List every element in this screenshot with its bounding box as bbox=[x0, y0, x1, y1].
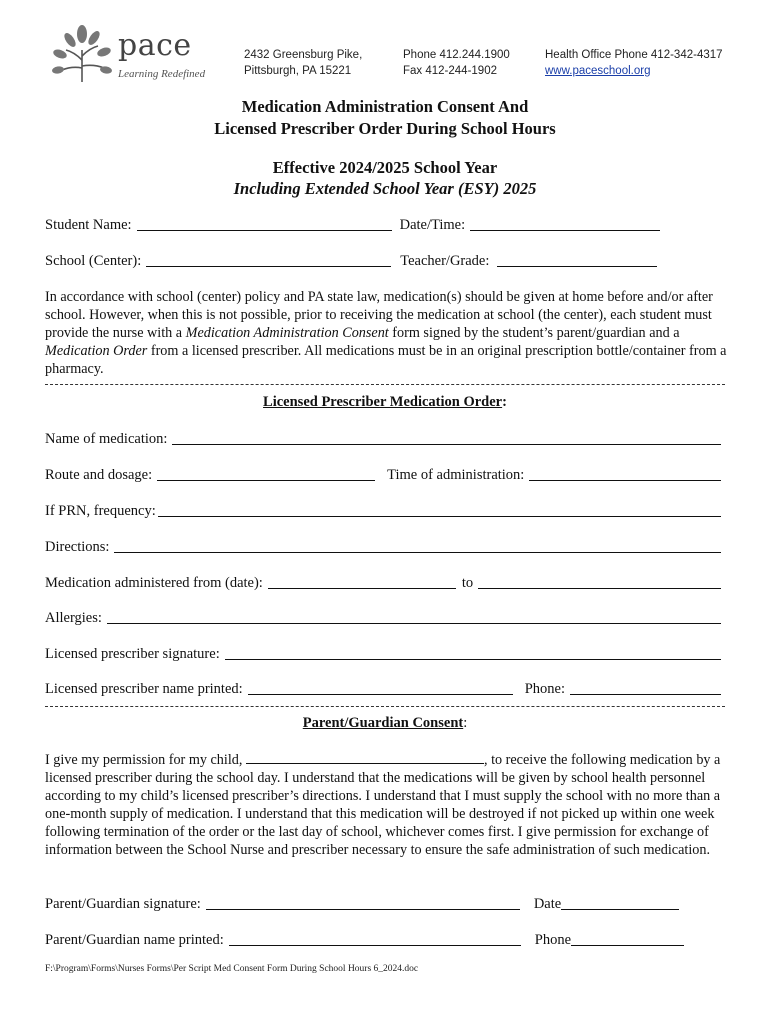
form-title bbox=[0, 96, 770, 140]
directions-row bbox=[45, 536, 725, 556]
date-time-field[interactable] bbox=[470, 216, 660, 231]
prn-field[interactable] bbox=[158, 502, 721, 517]
title-line-1: Medication Administration Consent And bbox=[241, 97, 529, 116]
admin-from-field[interactable] bbox=[268, 574, 456, 589]
guardian-signature-label: Parent/Guardian signature: bbox=[45, 896, 201, 912]
guardian-phone-field[interactable] bbox=[571, 931, 684, 946]
logo-wordmark: pace bbox=[118, 28, 192, 63]
prescriber-heading-colon: : bbox=[502, 394, 507, 410]
esy-note: Including Extended School Year (ESY) 2025 bbox=[233, 179, 537, 198]
prescriber-signature-label: Licensed prescriber signature: bbox=[45, 646, 220, 662]
student-name-label: Student Name: bbox=[45, 217, 132, 233]
health-office-phone: Health Office Phone 412-342-4317 bbox=[545, 49, 723, 61]
school-row bbox=[45, 250, 725, 270]
student-name-field[interactable] bbox=[137, 216, 392, 231]
fax-number: Fax 412-244-1902 bbox=[403, 65, 497, 77]
school-field[interactable] bbox=[146, 252, 391, 267]
guardian-name-field[interactable] bbox=[229, 931, 521, 946]
allergies-label: Allergies: bbox=[45, 610, 102, 626]
route-time-row bbox=[45, 464, 725, 484]
effective-year: Effective 2024/2025 School Year bbox=[272, 158, 498, 177]
address-block bbox=[244, 47, 362, 79]
medication-name-label: Name of medication: bbox=[45, 431, 168, 447]
phone-number: Phone 412.244.1900 bbox=[403, 49, 510, 61]
admin-to-field[interactable] bbox=[478, 574, 721, 589]
guardian-name-label: Parent/Guardian name printed: bbox=[45, 932, 224, 948]
intro-text-3: from a licensed prescriber. All medications must be in an original prescription bottle/container from a pharmacy. bbox=[45, 343, 727, 377]
prescriber-name-label: Licensed prescriber name printed: bbox=[45, 681, 243, 697]
divider-2 bbox=[45, 706, 725, 707]
logo-tagline: Learning Redefined bbox=[118, 68, 206, 80]
prn-row bbox=[45, 500, 725, 520]
address-line-1: 2432 Greensburg Pike, bbox=[244, 49, 363, 61]
medication-name-field[interactable] bbox=[172, 430, 721, 445]
prescriber-heading bbox=[0, 394, 770, 411]
child-name-field[interactable] bbox=[246, 751, 484, 764]
prescriber-phone-field[interactable] bbox=[570, 680, 721, 695]
admin-to-label: to bbox=[461, 575, 474, 591]
guardian-heading bbox=[0, 715, 770, 732]
admin-dates-row bbox=[45, 572, 725, 592]
allergies-field[interactable] bbox=[107, 609, 721, 624]
prescriber-heading-text: Licensed Prescriber Medication Order bbox=[263, 394, 503, 410]
file-path-footer: F:\Program\Forms\Nurses Forms\Per Script Med Consent Form During School Hours 6_2024.doc bbox=[45, 964, 419, 974]
time-admin-field[interactable] bbox=[529, 466, 721, 481]
directions-field[interactable] bbox=[114, 538, 721, 553]
title-line-2: Licensed Prescriber Order During School Hours bbox=[214, 119, 556, 138]
pace-logo bbox=[52, 20, 212, 86]
consent-text-rest: , to receive the following medication by a licensed prescriber during the school day. I understand that the medications will be given by school health personnel according to my child’s licensed prescriber’s directions. I understand that I must supply the school with no more than a one-month supply of medication. I understand that this medication will be destroyed if not picked up within one week following termination of the order or the last day of school, whichever comes first. I give permission for exchange of information between the School Nurse and prescriber necessary to ensure the safe administration of such medication. bbox=[45, 752, 721, 858]
consent-text-start: I give my permission for my child, bbox=[45, 752, 246, 768]
guardian-date-label: Date bbox=[533, 896, 562, 912]
intro-emphasis-1: Medication Administration Consent bbox=[185, 325, 389, 341]
route-dosage-field[interactable] bbox=[157, 466, 375, 481]
prescriber-signature-field[interactable] bbox=[225, 645, 721, 660]
teacher-grade-label: Teacher/Grade: bbox=[400, 253, 490, 269]
school-label: School (Center): bbox=[45, 253, 142, 269]
consent-paragraph bbox=[45, 751, 730, 859]
address-line-2: Pittsburgh, PA 15221 bbox=[244, 65, 352, 77]
intro-text-2: form signed by the student’s parent/guardian and a bbox=[388, 325, 680, 341]
guardian-phone-label: Phone bbox=[534, 932, 572, 948]
guardian-signature-row bbox=[45, 893, 725, 913]
intro-emphasis-2: Medication Order bbox=[45, 343, 148, 359]
prescriber-name-row bbox=[45, 678, 725, 698]
directions-label: Directions: bbox=[45, 539, 110, 555]
prescriber-name-field[interactable] bbox=[248, 680, 513, 695]
prescriber-signature-row bbox=[45, 643, 725, 663]
contact-block bbox=[403, 47, 510, 79]
intro-text-1: In accordance with school (center) policy and PA state law, medication(s) should be given at home before and/or after school. However, when this is not possible, prior to receiving the medication at school (the center), each student must provide the nurse with a bbox=[45, 289, 713, 341]
health-office-block bbox=[545, 47, 723, 79]
guardian-heading-colon: : bbox=[463, 715, 468, 731]
prescriber-phone-label: Phone: bbox=[524, 681, 565, 697]
form-subtitle bbox=[0, 157, 770, 199]
guardian-date-field[interactable] bbox=[561, 895, 679, 910]
divider-1 bbox=[45, 384, 725, 385]
website-link[interactable]: www.paceschool.org bbox=[545, 65, 651, 77]
teacher-grade-field[interactable] bbox=[497, 252, 657, 267]
guardian-signature-field[interactable] bbox=[206, 895, 520, 910]
guardian-heading-text: Parent/Guardian Consent bbox=[302, 715, 464, 731]
time-admin-label: Time of administration: bbox=[387, 467, 525, 483]
admin-from-label: Medication administered from (date): bbox=[45, 575, 263, 591]
intro-paragraph bbox=[45, 288, 730, 378]
guardian-name-row bbox=[45, 929, 725, 949]
allergies-row bbox=[45, 607, 725, 627]
student-row bbox=[45, 214, 725, 234]
route-dosage-label: Route and dosage: bbox=[45, 467, 153, 483]
tree-icon bbox=[52, 20, 112, 86]
date-time-label: Date/Time: bbox=[399, 217, 466, 233]
medication-name-row bbox=[45, 428, 725, 448]
prn-label: If PRN, frequency: bbox=[45, 503, 156, 519]
